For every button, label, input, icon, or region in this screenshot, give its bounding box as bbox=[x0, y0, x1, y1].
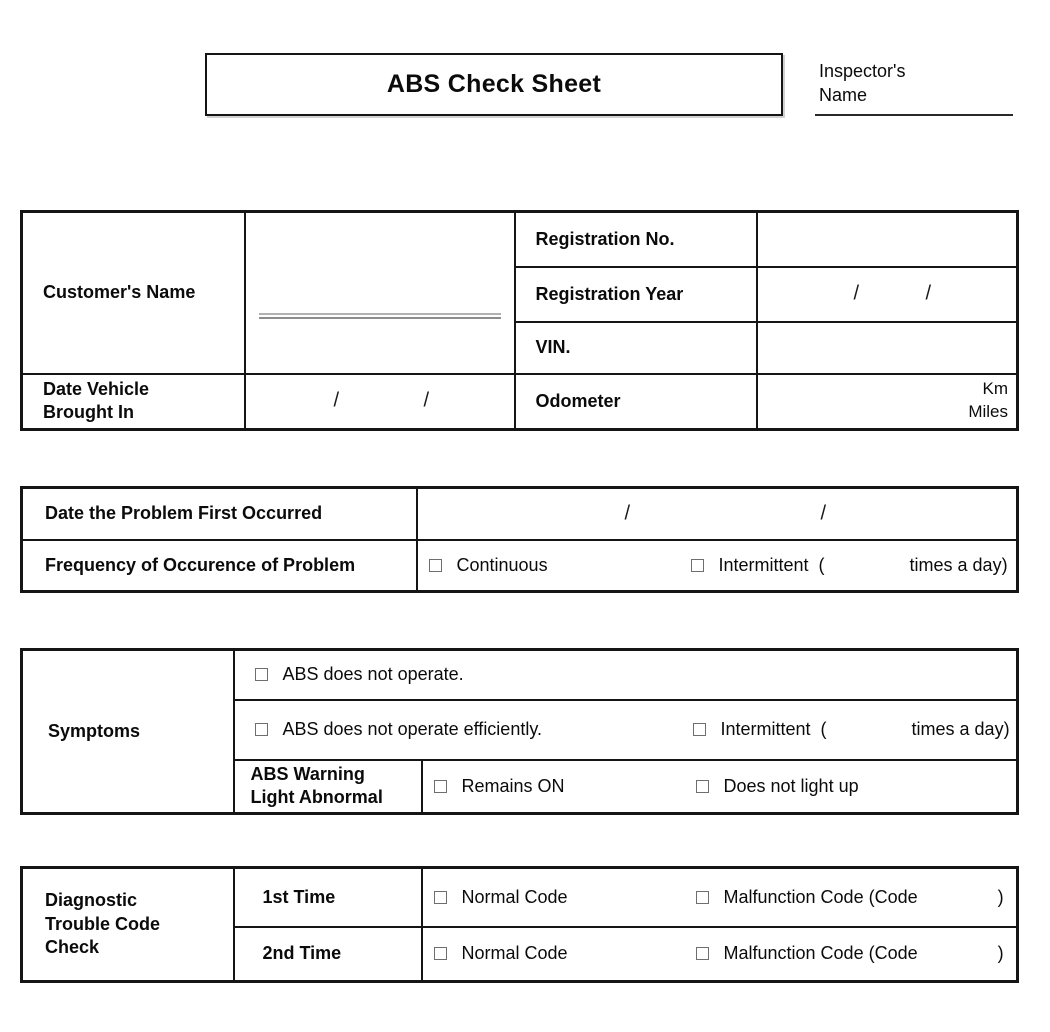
checkbox-label: Intermittent ( bbox=[718, 554, 825, 575]
registration-year-input[interactable] bbox=[757, 267, 1018, 322]
odometer-input[interactable] bbox=[757, 374, 1018, 430]
times-a-day-suffix: times a day) bbox=[909, 554, 1008, 575]
checkbox-option-intermittent bbox=[691, 555, 1008, 576]
checkbox-label: Does not light up bbox=[723, 775, 859, 796]
date-first-occurred-input[interactable] bbox=[417, 488, 1018, 540]
vin-label: VIN. bbox=[515, 322, 757, 374]
slash-separator: / bbox=[624, 502, 631, 525]
checkbox-option-normal-code-2 bbox=[434, 943, 696, 964]
checkbox-option-malfunction-code-2 bbox=[696, 943, 1004, 964]
does-not-light-up-checkbox[interactable] bbox=[696, 780, 709, 793]
form-title: ABS Check Sheet bbox=[386, 70, 602, 98]
checkbox-label: Normal Code bbox=[461, 943, 568, 964]
inspector-name-field[interactable] bbox=[815, 60, 1013, 116]
dtc1-malfunction-code-checkbox[interactable] bbox=[696, 891, 709, 904]
frequency-options-cell bbox=[417, 540, 1018, 592]
registration-no-input[interactable] bbox=[757, 212, 1018, 267]
checkbox-option-remains-on bbox=[434, 776, 696, 797]
slash-separator: / bbox=[820, 502, 827, 525]
code-writein-close-paren: ) bbox=[997, 943, 1004, 964]
registration-no-label: Registration No. bbox=[515, 212, 757, 267]
symptom-row2-cell bbox=[234, 700, 1018, 760]
checkbox-option-abs-not-operate bbox=[255, 664, 464, 685]
odometer-unit-miles: Miles bbox=[968, 402, 1008, 422]
symptom-intermittent-checkbox[interactable] bbox=[693, 723, 706, 736]
checkbox-option-normal-code-1 bbox=[434, 887, 696, 908]
checkbox-label: Remains ON bbox=[461, 775, 565, 796]
checkbox-label: ABS does not operate. bbox=[282, 664, 464, 685]
checkbox-label: Malfunction Code (Code bbox=[723, 886, 918, 907]
abs-not-operate-checkbox[interactable] bbox=[255, 668, 268, 681]
vehicle-info-table bbox=[20, 210, 1019, 431]
checkbox-option-continuous bbox=[429, 555, 691, 576]
remains-on-checkbox[interactable] bbox=[434, 780, 447, 793]
warning-light-label: ABS Warning Light Abnormal bbox=[234, 760, 422, 814]
checkbox-label: Continuous bbox=[456, 554, 548, 575]
inspector-name-label: Inspector's Name bbox=[819, 61, 906, 105]
dtc1-normal-code-checkbox[interactable] bbox=[434, 891, 447, 904]
checkbox-label: Normal Code bbox=[461, 886, 568, 907]
form-title-box bbox=[205, 53, 783, 116]
abs-not-operate-efficiently-checkbox[interactable] bbox=[255, 723, 268, 736]
checkbox-option-malfunction-code-1 bbox=[696, 887, 1004, 908]
signature-line bbox=[259, 313, 501, 319]
date-brought-in-label: Date Vehicle Brought In bbox=[22, 374, 245, 430]
checkbox-label: Malfunction Code (Code bbox=[723, 943, 918, 964]
intermittent-checkbox[interactable] bbox=[691, 559, 704, 572]
slash-separator: / bbox=[423, 389, 430, 412]
checkbox-label: Intermittent ( bbox=[720, 719, 827, 739]
date-brought-in-input[interactable] bbox=[245, 374, 515, 430]
times-a-day-suffix: times a day) bbox=[911, 719, 1010, 739]
slash-separator: / bbox=[853, 282, 860, 305]
dtc2-normal-code-checkbox[interactable] bbox=[434, 947, 447, 960]
slash-separator: / bbox=[925, 282, 932, 305]
dtc-section-label: Diagnostic Trouble Code Check bbox=[22, 868, 234, 982]
warning-light-options-cell bbox=[422, 760, 1018, 814]
checkbox-option-symptom-intermittent bbox=[693, 719, 1010, 740]
vin-input[interactable] bbox=[757, 322, 1018, 374]
dtc-2nd-time-label: 2nd Time bbox=[234, 927, 422, 982]
frequency-label: Frequency of Occurence of Problem bbox=[22, 540, 417, 592]
dtc-2nd-time-options-cell bbox=[422, 927, 1018, 982]
symptoms-section-label: Symptoms bbox=[22, 650, 234, 814]
customer-name-input[interactable] bbox=[245, 212, 515, 374]
symptoms-table bbox=[20, 648, 1019, 815]
problem-occurrence-table bbox=[20, 486, 1019, 593]
dtc-1st-time-label: 1st Time bbox=[234, 868, 422, 927]
odometer-label: Odometer bbox=[515, 374, 757, 430]
date-first-occurred-label: Date the Problem First Occurred bbox=[22, 488, 417, 540]
registration-year-label: Registration Year bbox=[515, 267, 757, 322]
slash-separator: / bbox=[333, 389, 340, 412]
symptom-row1-cell bbox=[234, 650, 1018, 700]
dtc2-malfunction-code-checkbox[interactable] bbox=[696, 947, 709, 960]
dtc-1st-time-options-cell bbox=[422, 868, 1018, 927]
checkbox-option-abs-not-operate-efficiently bbox=[255, 719, 693, 740]
customer-name-label: Customer's Name bbox=[22, 212, 245, 374]
dtc-check-table bbox=[20, 866, 1019, 983]
checkbox-label: ABS does not operate efficiently. bbox=[282, 719, 542, 739]
odometer-unit-km: Km bbox=[982, 379, 1008, 399]
continuous-checkbox[interactable] bbox=[429, 559, 442, 572]
checkbox-option-does-not-light-up bbox=[696, 776, 859, 797]
code-writein-close-paren: ) bbox=[997, 886, 1004, 907]
